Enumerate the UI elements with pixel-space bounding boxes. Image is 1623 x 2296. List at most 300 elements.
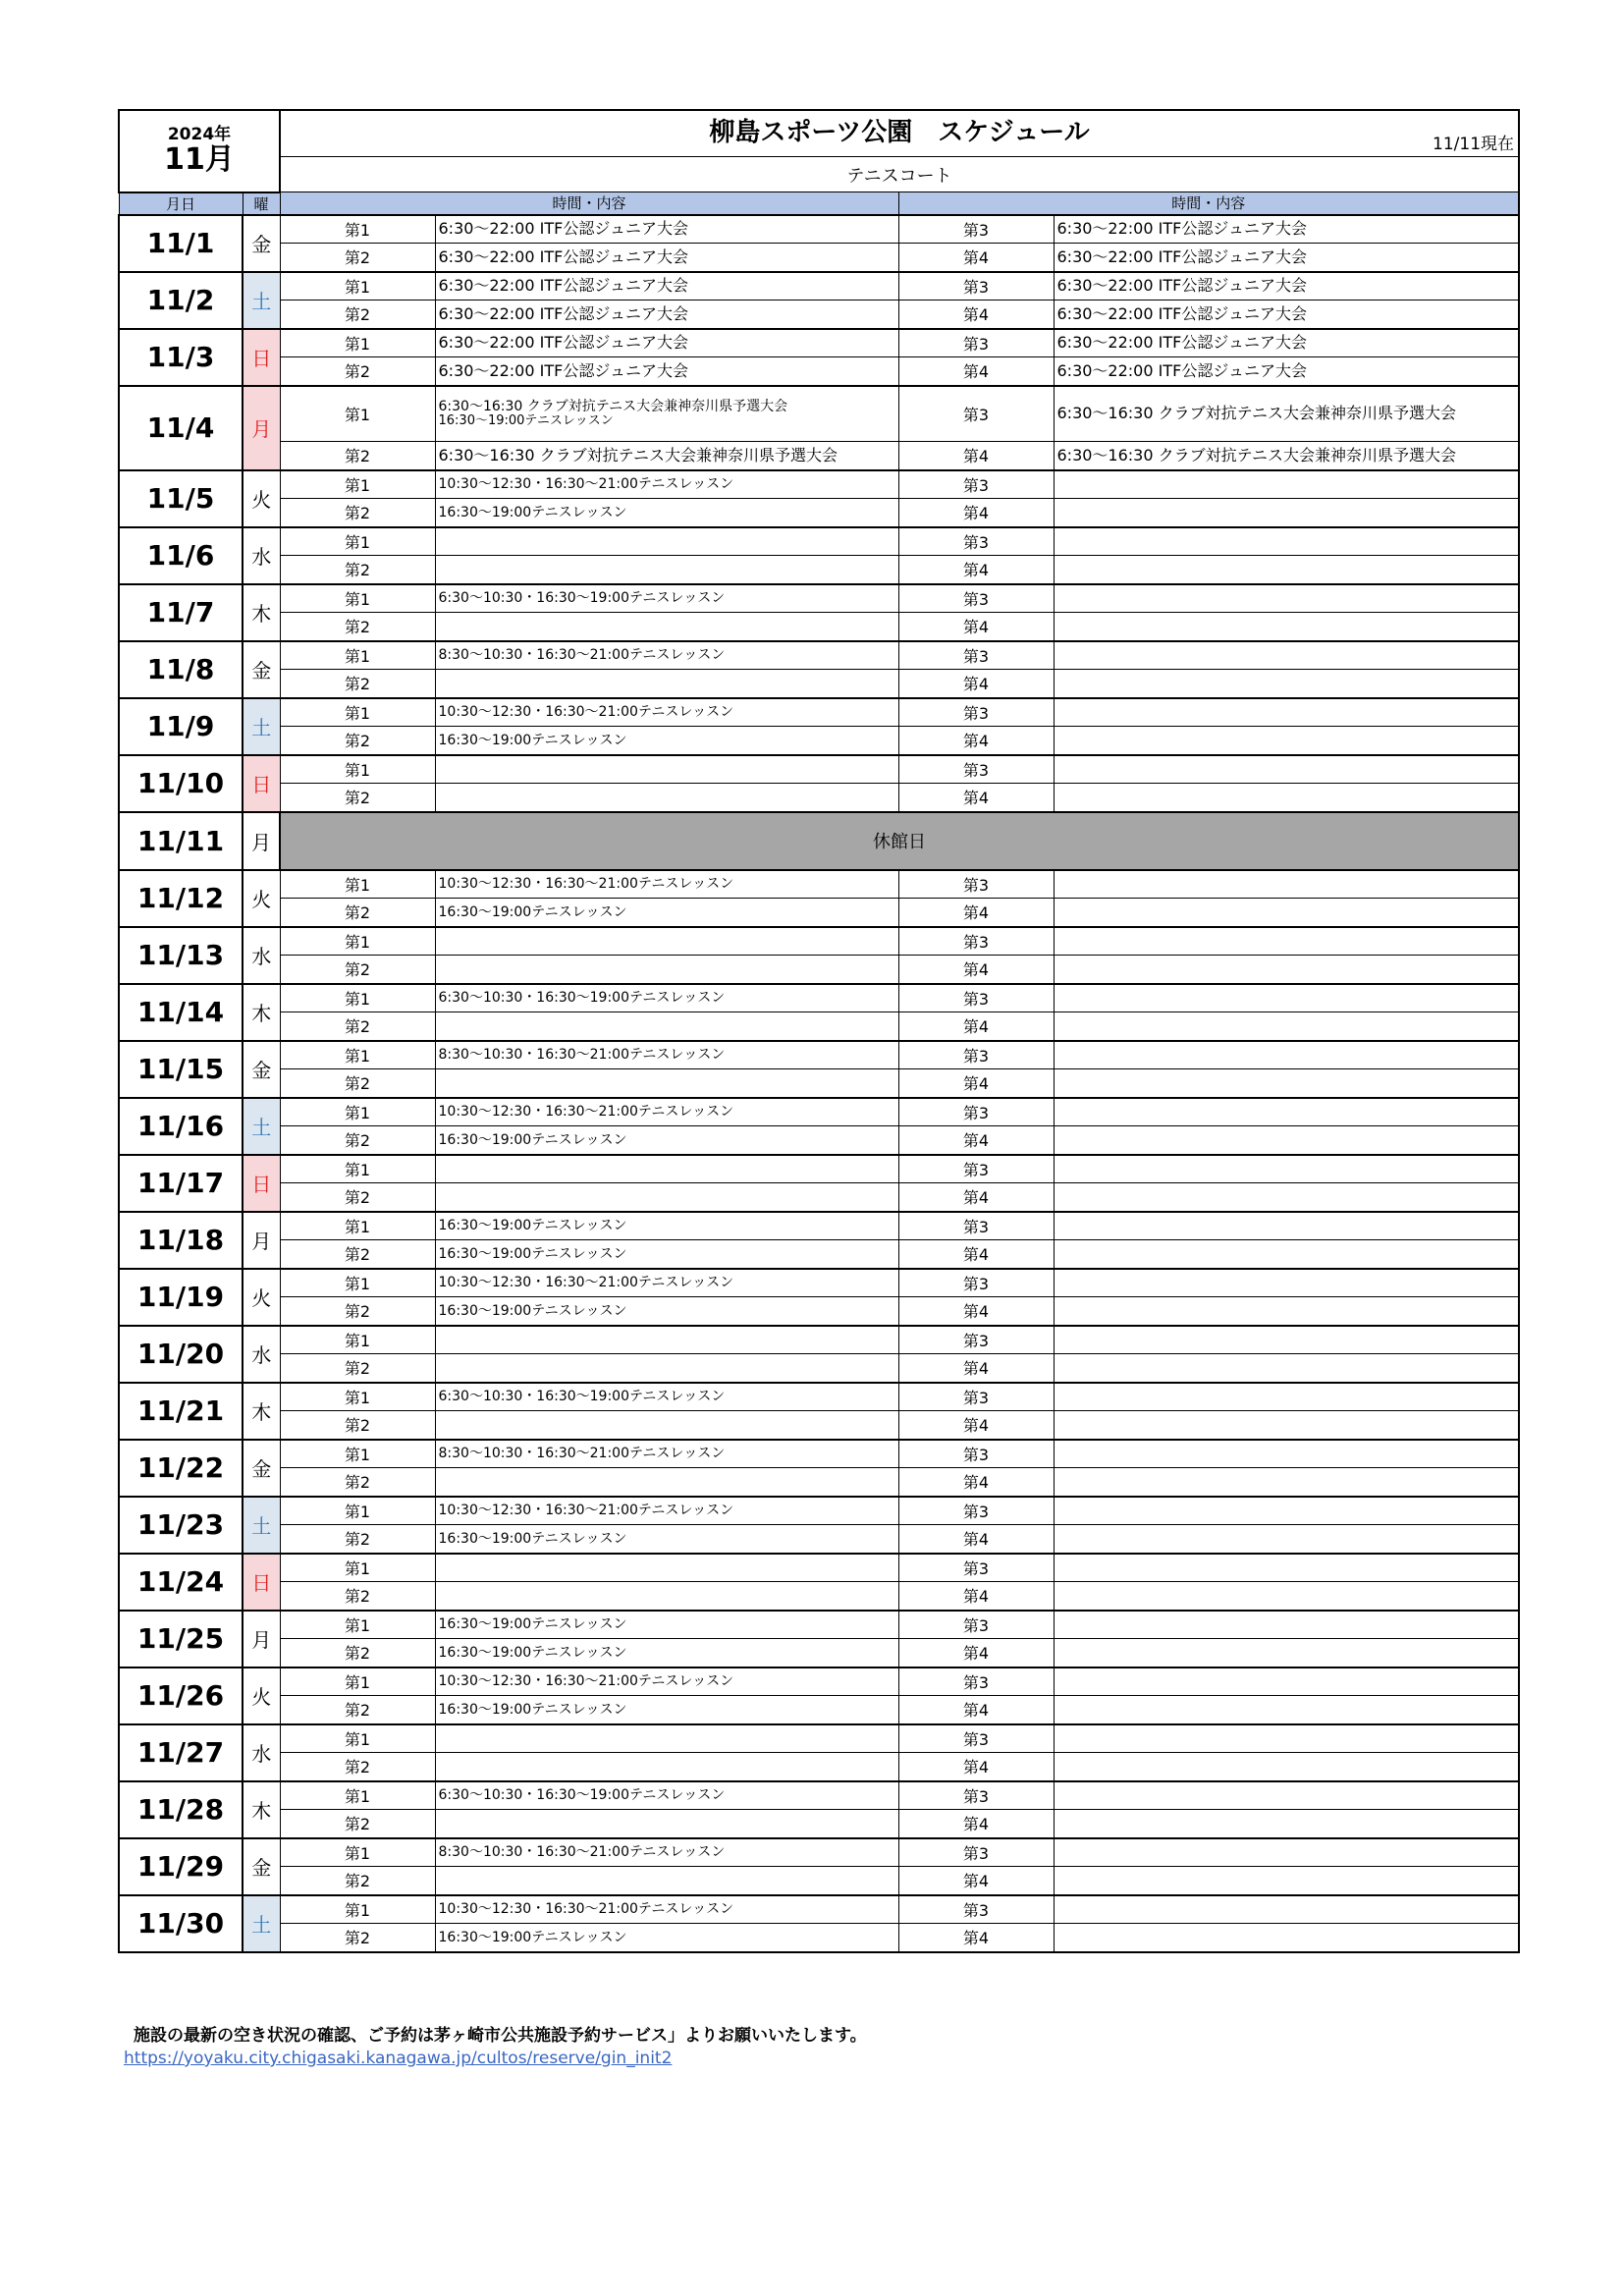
- court-2-content: 16:30〜19:00テニスレッスン: [435, 1297, 898, 1326]
- court-label: 第3: [898, 927, 1054, 956]
- date-cell: 11/28: [119, 1781, 243, 1838]
- day-row: [119, 784, 1519, 812]
- court-label: 第2: [280, 727, 435, 755]
- as-of-date: 11/11現在: [1433, 135, 1515, 154]
- day-row: [119, 1069, 1519, 1098]
- court-1-content: [435, 1041, 898, 1069]
- court-1-content: [435, 870, 898, 899]
- court-3-content: 6:30〜22:00 ITF公認ジュニア大会: [1054, 215, 1519, 244]
- court-1-content: [435, 1724, 898, 1753]
- court-3-content: [1054, 1326, 1519, 1354]
- court-4-content: [1054, 1012, 1519, 1041]
- court-label: 第4: [898, 1297, 1054, 1326]
- date-cell: 11/15: [119, 1041, 243, 1098]
- court-label: 第4: [898, 442, 1054, 470]
- court-1-content: [435, 1838, 898, 1867]
- court-1-text: 10:30〜12:30・16:30〜21:00テニスレッスン: [438, 1673, 734, 1690]
- day-row: [119, 1525, 1519, 1554]
- court-1-text: 6:30〜10:30・16:30〜19:00テニスレッスン: [438, 590, 726, 607]
- court-2-content: [435, 670, 898, 698]
- court-label: 第4: [898, 1183, 1054, 1212]
- day-row: [119, 442, 1519, 470]
- court-1-content: [435, 527, 898, 556]
- weekday-cell: 水: [243, 527, 280, 584]
- court-label: 第1: [280, 1383, 435, 1411]
- court-1-text-extra: 16:30〜19:00テニスレッスン: [438, 412, 614, 428]
- court-1-text: 8:30〜10:30・16:30〜21:00テニスレッスン: [438, 1446, 726, 1462]
- court-label: 第1: [280, 527, 435, 556]
- court-label: 第3: [898, 1838, 1054, 1867]
- day-row: [119, 1867, 1519, 1895]
- court-label: 第4: [898, 1069, 1054, 1098]
- court-label: 第2: [280, 499, 435, 527]
- court-1-text: 10:30〜12:30・16:30〜21:00テニスレッスン: [438, 1901, 734, 1918]
- court-label: 第1: [280, 1554, 435, 1582]
- day-row: [119, 329, 1519, 357]
- court-label: 第1: [280, 1326, 435, 1354]
- court-label: 第3: [898, 1383, 1054, 1411]
- court-label: 第3: [898, 1098, 1054, 1126]
- court-label: 第1: [280, 470, 435, 499]
- court-label: 第1: [280, 215, 435, 244]
- court-2-content: 16:30〜19:00テニスレッスン: [435, 1525, 898, 1554]
- court-label: 第4: [898, 499, 1054, 527]
- weekday-cell: 木: [243, 1383, 280, 1440]
- court-4-content: [1054, 1525, 1519, 1554]
- court-label: 第3: [898, 870, 1054, 899]
- day-row: [119, 301, 1519, 329]
- court-label: 第3: [898, 1554, 1054, 1582]
- court-label: 第3: [898, 584, 1054, 613]
- date-cell: 11/19: [119, 1269, 243, 1326]
- court-label: 第2: [280, 670, 435, 698]
- day-row: [119, 386, 1519, 442]
- court-4-content: [1054, 1582, 1519, 1611]
- court-label: 第3: [898, 329, 1054, 357]
- court-label: 第3: [898, 386, 1054, 442]
- court-3-content: [1054, 641, 1519, 670]
- court-1-text: 6:30〜10:30・16:30〜19:00テニスレッスン: [438, 990, 726, 1007]
- day-row: [119, 1724, 1519, 1753]
- court-3-content: [1054, 1155, 1519, 1183]
- court-label: 第1: [280, 641, 435, 670]
- day-row: [119, 1582, 1519, 1611]
- court-label: 第2: [280, 1753, 435, 1781]
- weekday-cell: 月: [243, 386, 280, 470]
- court-4-content: [1054, 1411, 1519, 1440]
- day-row: [119, 1354, 1519, 1383]
- court-label: 第4: [898, 301, 1054, 329]
- court-label: 第1: [280, 698, 435, 727]
- weekday-cell: 水: [243, 1326, 280, 1383]
- court-3-content: [1054, 870, 1519, 899]
- day-row: [119, 1838, 1519, 1867]
- court-label: 第4: [898, 784, 1054, 812]
- weekday-cell: 火: [243, 870, 280, 927]
- date-cell: 11/20: [119, 1326, 243, 1383]
- day-row: [119, 641, 1519, 670]
- day-row: [119, 1240, 1519, 1269]
- day-row: [119, 956, 1519, 984]
- day-row: [119, 927, 1519, 956]
- court-label: 第1: [280, 1895, 435, 1924]
- court-1-text: 16:30〜19:00テニスレッスン: [438, 1218, 627, 1234]
- day-row: [119, 584, 1519, 613]
- court-label: 第2: [280, 1639, 435, 1667]
- day-row: [119, 1781, 1519, 1810]
- court-2-content: 16:30〜19:00テニスレッスン: [435, 1126, 898, 1155]
- court-label: 第1: [280, 1098, 435, 1126]
- day-row: [119, 1895, 1519, 1924]
- weekday-cell: 火: [243, 1269, 280, 1326]
- court-3-content: [1054, 1838, 1519, 1867]
- court-3-content: [1054, 470, 1519, 499]
- court-label: 第1: [280, 1269, 435, 1297]
- court-4-content: [1054, 784, 1519, 812]
- col-header-content-right: 時間・内容: [898, 192, 1519, 215]
- court-label: 第2: [280, 244, 435, 272]
- col-header-date: 月日: [119, 192, 243, 215]
- weekday-cell: 木: [243, 1781, 280, 1838]
- court-label: 第2: [280, 1867, 435, 1895]
- court-label: 第1: [280, 1724, 435, 1753]
- court-1-content: [435, 755, 898, 784]
- court-1-content: [435, 984, 898, 1012]
- weekday-cell: 火: [243, 1667, 280, 1724]
- court-2-content: [435, 1183, 898, 1212]
- court-label: 第1: [280, 1440, 435, 1468]
- court-1-text: 8:30〜10:30・16:30〜21:00テニスレッスン: [438, 1844, 726, 1861]
- weekday-cell: 火: [243, 470, 280, 527]
- day-row: [119, 1753, 1519, 1781]
- court-label: 第2: [280, 1126, 435, 1155]
- court-label: 第4: [898, 1696, 1054, 1724]
- weekday-cell: 日: [243, 329, 280, 386]
- weekday-cell: 木: [243, 584, 280, 641]
- day-row: [119, 1383, 1519, 1411]
- day-row: [119, 1611, 1519, 1639]
- weekday-cell: 日: [243, 1554, 280, 1611]
- court-3-content: [1054, 584, 1519, 613]
- date-cell: 11/21: [119, 1383, 243, 1440]
- day-row: [119, 1810, 1519, 1838]
- court-4-content: [1054, 1468, 1519, 1497]
- court-1-content: [435, 329, 898, 357]
- court-1-content: [435, 1326, 898, 1354]
- court-3-content: [1054, 698, 1519, 727]
- day-row: [119, 1468, 1519, 1497]
- court-label: 第4: [898, 1411, 1054, 1440]
- court-label: 第4: [898, 1867, 1054, 1895]
- court-1-content: [435, 584, 898, 613]
- court-1-content: [435, 1895, 898, 1924]
- court-label: 第3: [898, 1269, 1054, 1297]
- court-1-text: 6:30〜22:00 ITF公認ジュニア大会: [438, 276, 689, 296]
- year-month-cell: [119, 110, 280, 192]
- court-1-content: [435, 1611, 898, 1639]
- court-3-content: [1054, 755, 1519, 784]
- court-1-text: 6:30〜22:00 ITF公認ジュニア大会: [438, 333, 689, 353]
- court-label: 第3: [898, 984, 1054, 1012]
- date-cell: 11/12: [119, 870, 243, 927]
- court-label: 第1: [280, 1781, 435, 1810]
- court-2-content: 6:30〜22:00 ITF公認ジュニア大会: [435, 357, 898, 386]
- court-label: 第1: [280, 584, 435, 613]
- court-label: 第4: [898, 727, 1054, 755]
- court-label: 第2: [280, 1240, 435, 1269]
- weekday-cell: 金: [243, 1440, 280, 1497]
- court-4-content: [1054, 1297, 1519, 1326]
- court-4-content: [1054, 1753, 1519, 1781]
- court-label: 第2: [280, 784, 435, 812]
- date-cell: 11/17: [119, 1155, 243, 1212]
- court-3-content: 6:30〜22:00 ITF公認ジュニア大会: [1054, 329, 1519, 357]
- court-label: 第1: [280, 1611, 435, 1639]
- weekday-cell: 土: [243, 1098, 280, 1155]
- court-label: 第4: [898, 244, 1054, 272]
- facility-name: テニスコート: [280, 157, 1519, 192]
- court-1-text: 8:30〜10:30・16:30〜21:00テニスレッスン: [438, 647, 726, 664]
- court-3-content: [1054, 1611, 1519, 1639]
- day-row: [119, 215, 1519, 244]
- court-4-content: [1054, 1696, 1519, 1724]
- court-1-text: 16:30〜19:00テニスレッスン: [438, 1616, 627, 1633]
- court-label: 第1: [280, 1667, 435, 1696]
- court-4-content: [1054, 956, 1519, 984]
- court-label: 第1: [280, 272, 435, 301]
- weekday-cell: 水: [243, 927, 280, 984]
- court-label: 第2: [280, 1696, 435, 1724]
- court-1-content: [435, 215, 898, 244]
- date-cell: 11/25: [119, 1611, 243, 1667]
- court-label: 第1: [280, 1212, 435, 1240]
- court-label: 第3: [898, 1326, 1054, 1354]
- weekday-cell: 土: [243, 272, 280, 329]
- day-row: [119, 812, 1519, 870]
- court-3-content: [1054, 1212, 1519, 1240]
- day-row: [119, 1667, 1519, 1696]
- court-label: 第2: [280, 1924, 435, 1952]
- court-4-content: [1054, 1183, 1519, 1212]
- weekday-cell: 金: [243, 1838, 280, 1895]
- date-cell: 11/29: [119, 1838, 243, 1895]
- court-4-content: [1054, 1069, 1519, 1098]
- court-1-content: [435, 470, 898, 499]
- date-cell: 11/10: [119, 755, 243, 812]
- court-4-content: 6:30〜22:00 ITF公認ジュニア大会: [1054, 357, 1519, 386]
- court-4-content: 6:30〜22:00 ITF公認ジュニア大会: [1054, 244, 1519, 272]
- court-label: 第2: [280, 1297, 435, 1326]
- weekday-cell: 金: [243, 641, 280, 698]
- court-1-content: [435, 641, 898, 670]
- date-cell: 11/14: [119, 984, 243, 1041]
- court-label: 第3: [898, 1611, 1054, 1639]
- court-label: 第1: [280, 1041, 435, 1069]
- court-label: 第2: [280, 1810, 435, 1838]
- court-label: 第2: [280, 357, 435, 386]
- court-2-content: [435, 1069, 898, 1098]
- title-cell: [280, 110, 1519, 157]
- date-cell: 11/3: [119, 329, 243, 386]
- court-3-content: [1054, 1041, 1519, 1069]
- court-2-content: [435, 1582, 898, 1611]
- court-1-content: [435, 272, 898, 301]
- court-4-content: 6:30〜16:30 クラブ対抗テニス大会兼神奈川県予選大会: [1054, 442, 1519, 470]
- court-label: 第4: [898, 357, 1054, 386]
- weekday-cell: 水: [243, 1724, 280, 1781]
- court-2-content: [435, 1867, 898, 1895]
- court-4-content: 6:30〜22:00 ITF公認ジュニア大会: [1054, 301, 1519, 329]
- court-label: 第1: [280, 1497, 435, 1525]
- court-3-content: [1054, 527, 1519, 556]
- court-label: 第4: [898, 1468, 1054, 1497]
- court-label: 第3: [898, 272, 1054, 301]
- footer-note: 施設の最新の空き状況の確認、ご予約は茅ヶ崎市公共施設予約サービス」よりお願いいたします。: [134, 2026, 867, 2046]
- court-label: 第2: [280, 899, 435, 927]
- day-row: [119, 1639, 1519, 1667]
- court-label: 第4: [898, 1582, 1054, 1611]
- court-4-content: [1054, 899, 1519, 927]
- weekday-cell: 木: [243, 984, 280, 1041]
- court-label: 第3: [898, 470, 1054, 499]
- court-2-content: 6:30〜16:30 クラブ対抗テニス大会兼神奈川県予選大会: [435, 442, 898, 470]
- weekday-cell: 土: [243, 698, 280, 755]
- court-label: 第1: [280, 984, 435, 1012]
- date-cell: 11/2: [119, 272, 243, 329]
- reservation-link[interactable]: https://yoyaku.city.chigasaki.kanagawa.jp/cultos/reserve/gin_init2: [124, 2049, 673, 2068]
- court-1-text: 10:30〜12:30・16:30〜21:00テニスレッスン: [438, 1503, 734, 1519]
- court-label: 第3: [898, 698, 1054, 727]
- court-1-text: 6:30〜16:30 クラブ対抗テニス大会兼神奈川県予選大会: [438, 398, 788, 414]
- court-3-content: 6:30〜22:00 ITF公認ジュニア大会: [1054, 272, 1519, 301]
- date-cell: 11/24: [119, 1554, 243, 1611]
- day-row: [119, 1554, 1519, 1582]
- court-1-content: [435, 386, 898, 442]
- court-label: 第4: [898, 613, 1054, 641]
- court-2-content: 16:30〜19:00テニスレッスン: [435, 727, 898, 755]
- day-row: [119, 357, 1519, 386]
- court-1-text: 8:30〜10:30・16:30〜21:00テニスレッスン: [438, 1047, 726, 1064]
- month-label: 11月: [164, 141, 235, 177]
- weekday-cell: 日: [243, 755, 280, 812]
- day-row: [119, 899, 1519, 927]
- day-row: [119, 984, 1519, 1012]
- date-cell: 11/9: [119, 698, 243, 755]
- court-label: 第4: [898, 1639, 1054, 1667]
- court-3-content: [1054, 1554, 1519, 1582]
- court-label: 第2: [280, 613, 435, 641]
- court-label: 第2: [280, 1468, 435, 1497]
- court-3-content: [1054, 1269, 1519, 1297]
- court-1-text: 10:30〜12:30・16:30〜21:00テニスレッスン: [438, 1275, 734, 1291]
- day-row: [119, 470, 1519, 499]
- court-2-content: [435, 1354, 898, 1383]
- day-row: [119, 1326, 1519, 1354]
- court-3-content: [1054, 1667, 1519, 1696]
- court-1-content: [435, 1440, 898, 1468]
- court-label: 第3: [898, 1667, 1054, 1696]
- day-row: [119, 1269, 1519, 1297]
- day-row: [119, 755, 1519, 784]
- weekday-cell: 日: [243, 1155, 280, 1212]
- court-label: 第3: [898, 1041, 1054, 1069]
- court-2-content: [435, 613, 898, 641]
- weekday-cell: 月: [243, 1212, 280, 1269]
- day-row: [119, 1155, 1519, 1183]
- court-label: 第4: [898, 1012, 1054, 1041]
- date-cell: 11/4: [119, 386, 243, 470]
- weekday-cell: 月: [243, 1611, 280, 1667]
- court-4-content: [1054, 556, 1519, 584]
- col-header-dow: 曜: [243, 192, 280, 215]
- day-row: [119, 499, 1519, 527]
- day-row: [119, 272, 1519, 301]
- court-label: 第2: [280, 442, 435, 470]
- court-2-content: [435, 956, 898, 984]
- day-row: [119, 613, 1519, 641]
- court-4-content: [1054, 1810, 1519, 1838]
- court-label: 第4: [898, 1354, 1054, 1383]
- court-label: 第4: [898, 1525, 1054, 1554]
- court-label: 第4: [898, 1240, 1054, 1269]
- date-cell: 11/6: [119, 527, 243, 584]
- court-3-content: [1054, 1383, 1519, 1411]
- day-row: [119, 1924, 1519, 1952]
- closed-day-banner: 休館日: [280, 812, 1519, 870]
- court-label: 第1: [280, 329, 435, 357]
- court-label: 第1: [280, 927, 435, 956]
- court-4-content: [1054, 670, 1519, 698]
- court-label: 第4: [898, 899, 1054, 927]
- day-row: [119, 1411, 1519, 1440]
- court-label: 第1: [280, 870, 435, 899]
- court-2-content: [435, 784, 898, 812]
- day-row: [119, 1297, 1519, 1326]
- court-label: 第4: [898, 670, 1054, 698]
- court-3-content: [1054, 1497, 1519, 1525]
- day-row: [119, 1098, 1519, 1126]
- day-row: [119, 1440, 1519, 1468]
- col-header-content-left: 時間・内容: [280, 192, 898, 215]
- court-2-content: 16:30〜19:00テニスレッスン: [435, 899, 898, 927]
- court-2-content: [435, 1012, 898, 1041]
- court-label: 第2: [280, 1069, 435, 1098]
- court-label: 第4: [898, 1126, 1054, 1155]
- weekday-cell: 金: [243, 1041, 280, 1098]
- court-1-text: 6:30〜22:00 ITF公認ジュニア大会: [438, 219, 689, 239]
- court-label: 第3: [898, 1724, 1054, 1753]
- court-1-content: [435, 1383, 898, 1411]
- court-label: 第3: [898, 1895, 1054, 1924]
- court-2-content: 6:30〜22:00 ITF公認ジュニア大会: [435, 244, 898, 272]
- court-1-content: [435, 1212, 898, 1240]
- court-label: 第3: [898, 215, 1054, 244]
- weekday-cell: 土: [243, 1895, 280, 1952]
- court-4-content: [1054, 1867, 1519, 1895]
- court-1-text: 10:30〜12:30・16:30〜21:00テニスレッスン: [438, 876, 734, 893]
- court-1-text: 6:30〜10:30・16:30〜19:00テニスレッスン: [438, 1389, 726, 1405]
- weekday-cell: 金: [243, 215, 280, 272]
- court-2-content: [435, 1753, 898, 1781]
- day-row: [119, 670, 1519, 698]
- court-label: 第2: [280, 1411, 435, 1440]
- court-1-content: [435, 1781, 898, 1810]
- court-1-content: [435, 1269, 898, 1297]
- day-row: [119, 698, 1519, 727]
- day-row: [119, 1183, 1519, 1212]
- court-1-content: [435, 1554, 898, 1582]
- day-row: [119, 1012, 1519, 1041]
